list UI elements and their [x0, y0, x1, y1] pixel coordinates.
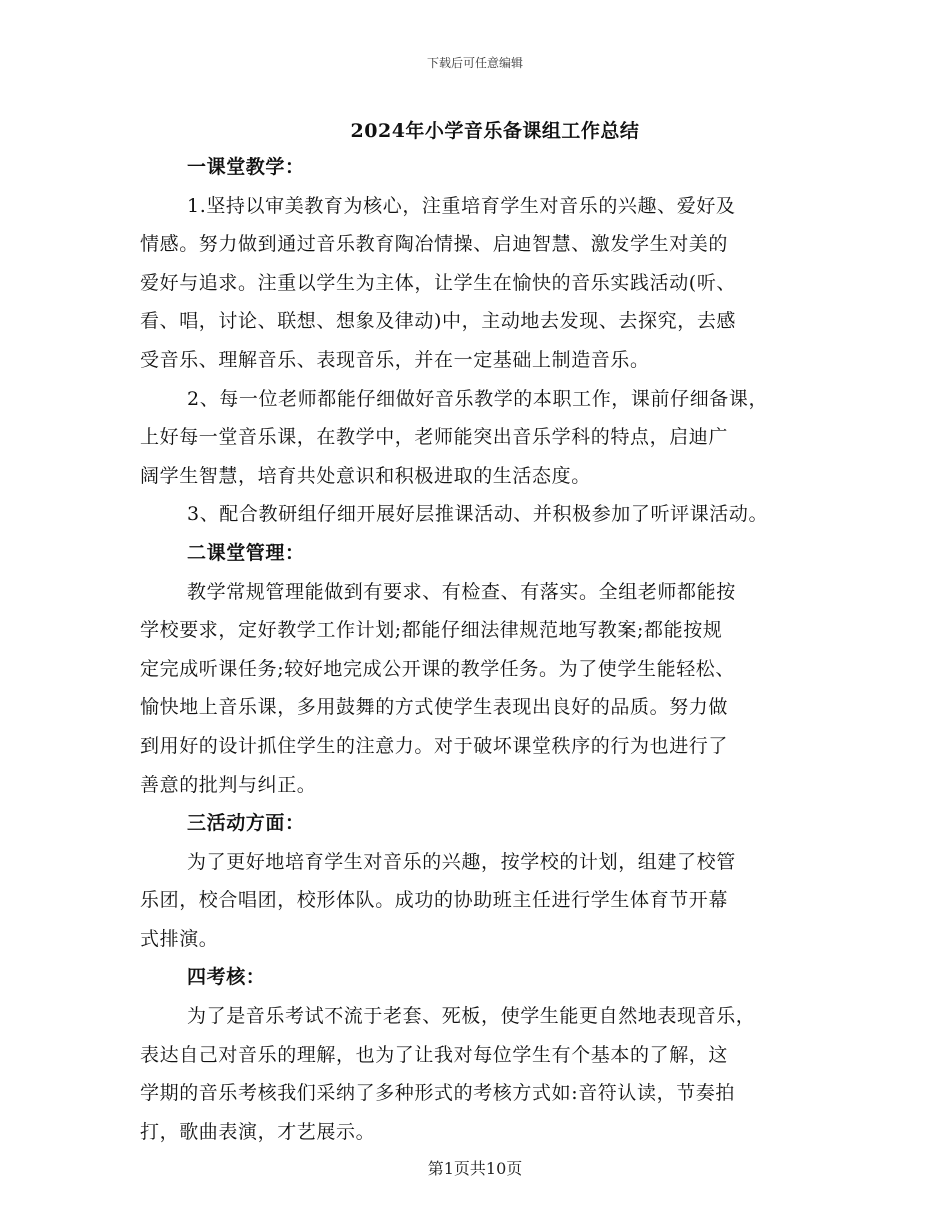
paragraph-line: 定完成听课任务;较好地完成公开课的教学任务。为了使学生能轻松、: [140, 657, 736, 680]
page-header-note: 下载后可任意编辑: [426, 56, 523, 70]
document-title: 2024年小学音乐备课组工作总结: [350, 120, 640, 142]
paragraph-line: 愉快地上音乐课，多用鼓舞的方式使学生表现出良好的品质。努力做: [140, 696, 729, 719]
paragraph-line: 2、每一位老师都能仔细做好音乐教学的本职工作，课前仔细备课，: [187, 387, 769, 410]
paragraph-line: 受音乐、理解音乐、表现音乐，并在一定基础上制造音乐。: [140, 348, 650, 371]
paragraph-line: 表达自己对音乐的理解，也为了让我对每位学生有个基本的了解，这: [140, 1043, 729, 1066]
document-body: [140, 148, 830, 1151]
paragraph-line: 打，歌曲表演，才艺展示。: [140, 1120, 376, 1143]
page-number: 第1页共10页: [427, 1159, 523, 1178]
section-heading: 一课堂教学：: [187, 156, 305, 178]
paragraph-line: 学校要求，定好教学工作计划;都能仔细法律规范地写教案;都能按规: [140, 619, 723, 642]
paragraph-line: 到用好的设计抓住学生的注意力。对于破坏课堂秩序的行为也进行了: [140, 734, 729, 757]
paragraph-line: 3、配合教研组仔细开展好层推课活动、并积极参加了听评课活动。: [187, 503, 769, 526]
paragraph-line: 为了更好地培育学生对音乐的兴趣，按学校的计划，组建了校管: [187, 850, 736, 873]
paragraph-line: 阔学生智慧，培育共处意识和积极进取的生活态度。: [140, 464, 591, 487]
section-heading: 四考核：: [187, 966, 266, 989]
paragraph-line: 为了是音乐考试不流于老套、死板，使学生能更自然地表现音乐，: [187, 1005, 756, 1028]
section-heading: 三活动方面：: [187, 812, 305, 835]
section-heading: 二课堂管理：: [187, 541, 305, 564]
paragraph-line: 看、唱，讨论、联想、想象及律动)中，主动地去发现、去探究，去感: [140, 310, 737, 333]
paragraph-line: 善意的批判与纠正。: [140, 773, 317, 796]
paragraph-line: 学期的音乐考核我们采纳了多种形式的考核方式如:音符认读，节奏拍: [140, 1082, 736, 1105]
paragraph-line: 1.坚持以审美教育为核心，注重培育学生对音乐的兴趣、爱好及: [187, 194, 736, 217]
paragraph-line: 情感。努力做到通过音乐教育陶冶情操、启迪智慧、激发学生对美的: [140, 233, 729, 256]
paragraph-line: 爱好与追求。注重以学生为主体，让学生在愉快的音乐实践活动(听、: [140, 271, 737, 294]
paragraph-line: 教学常规管理能做到有要求、有检查、有落实。全组老师都能按: [187, 580, 736, 603]
paragraph-line: 乐团，校合唱团，校形体队。成功的协助班主任进行学生体育节开幕: [140, 889, 729, 912]
paragraph-line: 上好每一堂音乐课，在教学中，老师能突出音乐学科的特点，启迪广: [140, 426, 729, 449]
paragraph-line: 式排演。: [140, 927, 219, 950]
